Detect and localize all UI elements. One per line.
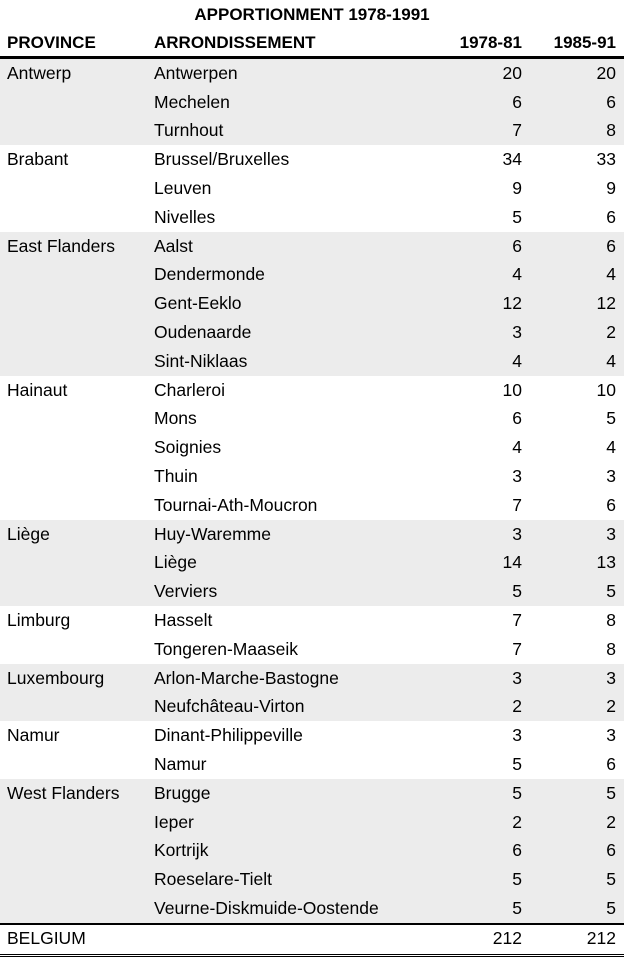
row-arrondissement: Liège bbox=[154, 552, 197, 573]
row-arrondissement: Soignies bbox=[154, 437, 222, 458]
row-province: Luxembourg bbox=[7, 667, 105, 688]
row-1985-91: 3 bbox=[606, 725, 616, 746]
row-1985-91: 6 bbox=[606, 840, 616, 861]
total-1978-81: 212 bbox=[492, 928, 522, 949]
row-1985-91: 4 bbox=[606, 264, 616, 285]
total-1985-91: 212 bbox=[586, 928, 616, 949]
row-arrondissement: Turnhout bbox=[154, 120, 224, 141]
table-body bbox=[0, 59, 624, 923]
table-row bbox=[0, 577, 624, 606]
row-1978-81: 5 bbox=[512, 869, 522, 890]
row-1985-91: 8 bbox=[606, 638, 616, 659]
row-1978-81: 10 bbox=[502, 379, 522, 400]
row-arrondissement: Mechelen bbox=[154, 91, 230, 112]
row-arrondissement: Namur bbox=[154, 754, 207, 775]
row-province: Antwerp bbox=[7, 62, 72, 83]
row-1978-81: 5 bbox=[512, 782, 522, 803]
row-1978-81: 7 bbox=[512, 610, 522, 631]
row-1978-81: 3 bbox=[512, 322, 522, 343]
row-1978-81: 6 bbox=[512, 91, 522, 112]
table-row bbox=[0, 261, 624, 290]
row-arrondissement: Oudenaarde bbox=[154, 322, 252, 343]
row-1978-81: 2 bbox=[512, 696, 522, 717]
table-row bbox=[0, 88, 624, 117]
row-1978-81: 5 bbox=[512, 898, 522, 918]
row-1978-81: 6 bbox=[512, 408, 522, 429]
row-arrondissement: Neufchâteau-Virton bbox=[154, 696, 305, 717]
row-1985-91: 20 bbox=[596, 62, 616, 83]
row-1985-91: 3 bbox=[606, 466, 616, 487]
row-arrondissement: Thuin bbox=[154, 466, 198, 487]
row-arrondissement: Veurne-Diskmuide-Oostende bbox=[154, 898, 379, 918]
row-1978-81: 4 bbox=[512, 437, 522, 458]
row-1978-81: 9 bbox=[512, 178, 522, 199]
table-row bbox=[0, 318, 624, 347]
row-1985-91: 5 bbox=[606, 782, 616, 803]
row-arrondissement: Kortrijk bbox=[154, 840, 209, 861]
row-arrondissement: Brussel/Bruxelles bbox=[154, 149, 290, 170]
row-1985-91: 3 bbox=[606, 667, 616, 688]
row-1985-91: 4 bbox=[606, 350, 616, 371]
row-1978-81: 4 bbox=[512, 264, 522, 285]
row-1978-81: 34 bbox=[502, 149, 522, 170]
row-arrondissement: Ieper bbox=[154, 811, 194, 832]
row-1978-81: 5 bbox=[512, 206, 522, 227]
row-province: Namur bbox=[7, 725, 60, 746]
row-1985-91: 6 bbox=[606, 91, 616, 112]
row-arrondissement: Charleroi bbox=[154, 379, 225, 400]
row-1978-81: 7 bbox=[512, 120, 522, 141]
row-1985-91: 12 bbox=[596, 293, 616, 314]
table-row bbox=[0, 491, 624, 520]
row-1978-81: 20 bbox=[502, 62, 522, 83]
total-label: BELGIUM bbox=[7, 928, 86, 949]
row-1985-91: 2 bbox=[606, 811, 616, 832]
table-row bbox=[0, 779, 624, 808]
row-arrondissement: Tongeren-Maaseik bbox=[154, 638, 298, 659]
table-row bbox=[0, 117, 624, 146]
row-1978-81: 3 bbox=[512, 466, 522, 487]
table-row bbox=[0, 376, 624, 405]
row-arrondissement: Brugge bbox=[154, 782, 211, 803]
row-arrondissement: Arlon-Marche-Bastogne bbox=[154, 667, 339, 688]
row-province: Brabant bbox=[7, 149, 69, 170]
table-row bbox=[0, 520, 624, 549]
row-arrondissement: Aalst bbox=[154, 235, 193, 256]
row-arrondissement: Hasselt bbox=[154, 610, 213, 631]
row-1985-91: 8 bbox=[606, 120, 616, 141]
row-1985-91: 8 bbox=[606, 610, 616, 631]
table-row bbox=[0, 693, 624, 722]
header-1978-81: 1978-81 bbox=[459, 32, 522, 52]
row-province: Liège bbox=[7, 523, 50, 544]
row-1985-91: 33 bbox=[596, 149, 616, 170]
row-1978-81: 2 bbox=[512, 811, 522, 832]
row-1985-91: 2 bbox=[606, 322, 616, 343]
table-row bbox=[0, 750, 624, 779]
row-1985-91: 10 bbox=[596, 379, 616, 400]
table-row bbox=[0, 606, 624, 635]
row-province: Hainaut bbox=[7, 379, 68, 400]
row-1978-81: 4 bbox=[512, 350, 522, 371]
table-row bbox=[0, 433, 624, 462]
row-1985-91: 5 bbox=[606, 869, 616, 890]
row-arrondissement: Gent-Eeklo bbox=[154, 293, 242, 314]
header-arrondissement: ARRONDISSEMENT bbox=[154, 32, 316, 52]
row-arrondissement: Antwerpen bbox=[154, 62, 238, 83]
row-1985-91: 3 bbox=[606, 523, 616, 544]
row-arrondissement: Leuven bbox=[154, 178, 212, 199]
row-arrondissement: Nivelles bbox=[154, 206, 216, 227]
table-row bbox=[0, 174, 624, 203]
row-1978-81: 7 bbox=[512, 494, 522, 515]
table-row bbox=[0, 894, 624, 923]
row-arrondissement: Mons bbox=[154, 408, 197, 429]
row-arrondissement: Tournai-Ath-Moucron bbox=[154, 494, 318, 515]
table-row bbox=[0, 837, 624, 866]
table-row bbox=[0, 635, 624, 664]
row-arrondissement: Roeselare-Tielt bbox=[154, 869, 273, 890]
table-row bbox=[0, 289, 624, 318]
table-row bbox=[0, 405, 624, 434]
table-row bbox=[0, 808, 624, 837]
header-1985-91: 1985-91 bbox=[553, 32, 616, 52]
row-1985-91: 6 bbox=[606, 235, 616, 256]
row-1978-81: 7 bbox=[512, 638, 522, 659]
row-province: Limburg bbox=[7, 610, 71, 631]
table-row bbox=[0, 664, 624, 693]
row-arrondissement: Dinant-Philippeville bbox=[154, 725, 303, 746]
row-1985-91: 6 bbox=[606, 206, 616, 227]
table-row bbox=[0, 203, 624, 232]
row-province: West Flanders bbox=[7, 782, 120, 803]
table-row bbox=[0, 59, 624, 88]
row-1978-81: 3 bbox=[512, 523, 522, 544]
row-1985-91: 4 bbox=[606, 437, 616, 458]
total-row bbox=[0, 923, 624, 953]
row-1985-91: 6 bbox=[606, 494, 616, 515]
row-1985-91: 13 bbox=[596, 552, 616, 573]
row-1978-81: 14 bbox=[502, 552, 522, 573]
row-1985-91: 6 bbox=[606, 754, 616, 775]
table-row bbox=[0, 145, 624, 174]
header-row bbox=[0, 29, 624, 59]
table-title: APPORTIONMENT 1978-1991 bbox=[194, 5, 430, 24]
row-1978-81: 6 bbox=[512, 840, 522, 861]
row-1985-91: 9 bbox=[606, 178, 616, 199]
table-row bbox=[0, 232, 624, 261]
row-1985-91: 5 bbox=[606, 408, 616, 429]
table-row bbox=[0, 347, 624, 376]
row-1978-81: 3 bbox=[512, 725, 522, 746]
row-arrondissement: Verviers bbox=[154, 581, 218, 602]
row-1978-81: 5 bbox=[512, 581, 522, 602]
header-province: PROVINCE bbox=[7, 32, 96, 52]
row-province: East Flanders bbox=[7, 235, 115, 256]
row-1985-91: 5 bbox=[606, 898, 616, 918]
row-arrondissement: Sint-Niklaas bbox=[154, 350, 248, 371]
row-1978-81: 5 bbox=[512, 754, 522, 775]
row-arrondissement: Huy-Waremme bbox=[154, 523, 271, 544]
row-1985-91: 5 bbox=[606, 581, 616, 602]
table-row bbox=[0, 462, 624, 491]
row-1978-81: 3 bbox=[512, 667, 522, 688]
table-row bbox=[0, 549, 624, 578]
table-row bbox=[0, 865, 624, 894]
row-1978-81: 6 bbox=[512, 235, 522, 256]
row-arrondissement: Dendermonde bbox=[154, 264, 265, 285]
row-1985-91: 2 bbox=[606, 696, 616, 717]
row-1978-81: 12 bbox=[502, 293, 522, 314]
table-row bbox=[0, 721, 624, 750]
